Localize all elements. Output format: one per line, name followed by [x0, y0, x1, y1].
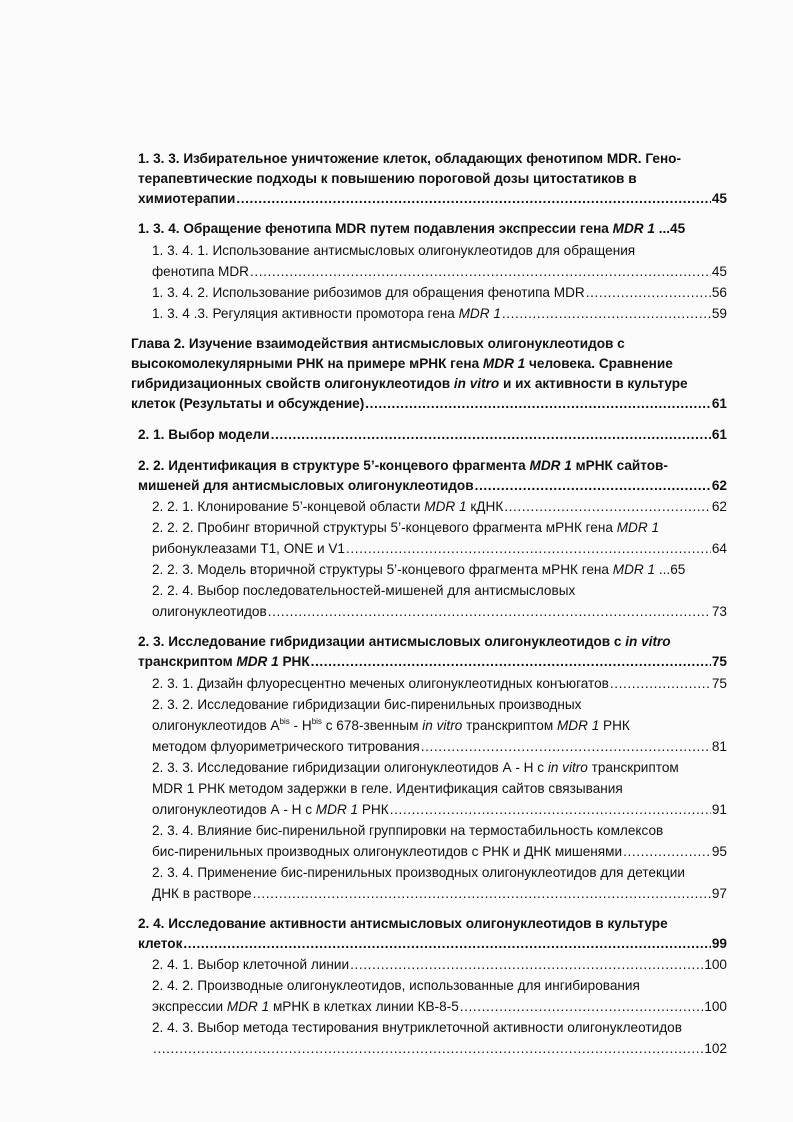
toc-1-3-3-line1: 1. 3. 3. Избирательное уничтожение клеток, обладающих фенотипом MDR. Гено-	[138, 151, 681, 166]
page-number: 95	[711, 844, 727, 859]
page-number: 97	[711, 886, 727, 901]
toc-1-3-4-3: 1. 3. 4 .3. Регуляция активности промотора гена MDR 1 ..... 59	[152, 304, 727, 324]
toc-2-3-2-line3: методом флуориметрического титрования ..... 81	[152, 737, 727, 757]
toc-1-3-4-1-line2: фенотипа MDR ..... 45	[152, 262, 727, 282]
page-number: 62	[711, 478, 727, 493]
toc-1-3-4: 1. 3. 4. Обращение фенотипа MDR путем подавления экспрессии гена MDR 1 ... 45	[138, 219, 727, 239]
toc-2-2-2-line2: рибонуклеазами Т1, ONE и V1 ..... 64	[152, 539, 727, 559]
page-number: 81	[711, 739, 727, 754]
toc-2-3-3-line1: 2. 3. 3. Исследование гибридизации олигонуклеотидов А - Н с in vitro транскриптом	[152, 760, 679, 775]
page-number: 61	[711, 427, 727, 442]
toc-ch2-line1: Глава 2. Изучение взаимодействия антисмысловых олигонуклеотидов с	[131, 336, 625, 351]
toc-2-4-2-line2: экспрессии MDR 1 мРНК в клетках линии КВ-8-5 ..... 100	[152, 997, 727, 1017]
page-number: 45	[670, 221, 686, 236]
page-number: 99	[711, 936, 727, 951]
page-number: 75	[711, 676, 727, 691]
page-number: 75	[711, 654, 727, 669]
toc-2-4-line2: клеток ..... 99	[138, 934, 727, 954]
toc-2-4-3-line1: 2. 4. 3. Выбор метода тестирования внутриклеточной активности олигонуклеотидов	[152, 1020, 682, 1035]
toc-ch2-line3: гибридизационных свойств олигонуклеотидов in vitro и их активности в культуре	[131, 376, 688, 391]
page-number: 45	[711, 264, 727, 279]
toc-2-3-line2: транскриптом MDR 1 РНК ..... 75	[138, 652, 727, 672]
toc-ch2-line2: высокомолекулярными РНК на примере мРНК гена MDR 1 человека. Сравнение	[131, 356, 673, 371]
page-number: 56	[711, 285, 727, 300]
toc-2-2-line1: 2. 2. Идентификация в структуре 5’-концевого фрагмента MDR 1 мРНК сайтов-	[138, 458, 668, 473]
toc-2-2-2-line1: 2. 2. 2. Пробинг вторичной структуры 5’-концевого фрагмента мРНК гена MDR 1	[152, 520, 660, 535]
toc-2-2-4-line1: 2. 2. 4. Выбор последовательностей-мишеней для антисмысловых	[152, 583, 576, 598]
toc-2-3-4a-line1: 2. 3. 4. Влияние бис-пиренильной группировки на термостабильность комлексов	[152, 823, 664, 838]
toc-2-3-3-line2: MDR 1 РНК методом задержки в геле. Идентификация сайтов связывания	[152, 781, 623, 796]
page-number: 59	[711, 306, 727, 321]
page-number: 62	[711, 499, 727, 514]
toc-2-4-3-line2	[152, 1039, 727, 1059]
toc-ch2-line4: клеток (Результаты и обсуждение) ..... 61	[131, 394, 727, 414]
toc-2-3-3-line3: олигонуклеотидов А - Н с MDR 1 РНК ..... 91	[152, 800, 727, 820]
toc-2-4-2-line1: 2. 4. 2. Производные олигонуклеотидов, использованные для ингибирования	[152, 978, 640, 993]
toc-1-3-4-1-line1: 1. 3. 4. 1. Использование антисмысловых олигонуклеотидов для обращения	[152, 243, 636, 258]
toc-2-4-1: 2. 4. 1. Выбор клеточной линии ..... 100	[152, 955, 727, 975]
toc-2-3-1: 2. 3. 1. Дизайн флуоресцентно меченых олигонуклеотидных конъюгатов ..... 75	[152, 674, 727, 694]
page-number: 100	[704, 957, 727, 972]
toc-1-3-3-line2: терапевтические подходы к повышению пороговой дозы цитостатиков в	[138, 171, 637, 186]
toc-2-3-4b-line1: 2. 3. 4. Применение бис-пиренильных производных олигонуклеотидов для детекции	[152, 865, 685, 880]
page-number: 61	[711, 396, 727, 411]
toc-2-3-2-line1: 2. 3. 2. Исследование гибридизации бис-пиренильных производных	[152, 697, 582, 712]
page-number: 73	[711, 604, 727, 619]
page-number: 102	[704, 1041, 727, 1056]
toc-2-2-1: 2. 2. 1. Клонирование 5’-концевой области MDR 1 кДНК ..... 62	[152, 497, 727, 517]
page-number: 65	[670, 562, 686, 577]
toc-2-2-line2: мишеней для антисмысловых олигонуклеотидов ..... 62	[138, 476, 727, 496]
toc-2-4-line1: 2. 4. Исследование активности антисмысловых олигонуклеотидов в культуре	[138, 916, 668, 931]
toc-2-2-3: 2. 2. 3. Модель вторичной структуры 5’-концевого фрагмента мРНК гена MDR 1 ... 65	[152, 560, 727, 580]
toc-2-3-4a-line2: бис-пиренильных производных олигонуклеотидов с РНК и ДНК мишенями ..... 95	[152, 842, 727, 862]
toc-1-3-4-2: 1. 3. 4. 2. Использование рибозимов для обращения фенотипа MDR ..... 56	[152, 283, 727, 303]
toc-2-1: 2. 1. Выбор модели ..... 61	[138, 425, 727, 445]
page-number: 100	[704, 999, 727, 1014]
page-number: 45	[711, 191, 727, 206]
toc-2-3-2-line2: олигонуклеотидов $A^{bis} - H^{bis}$ с 678-звенным in vitro транскриптом MDR 1 РНК	[152, 717, 630, 733]
toc-2-3-line1: 2. 3. Исследование гибридизации антисмысловых олигонуклеотидов с in vitro	[138, 634, 671, 649]
toc-2-2-4-line2: олигонуклеотидов ..... 73	[152, 602, 727, 622]
toc-1-3-3-line3: химиотерапии ..... 45	[138, 189, 727, 209]
page-number: 91	[711, 802, 727, 817]
toc-2-3-4b-line2: ДНК в растворе ..... 97	[152, 884, 727, 904]
page-number: 64	[711, 541, 727, 556]
